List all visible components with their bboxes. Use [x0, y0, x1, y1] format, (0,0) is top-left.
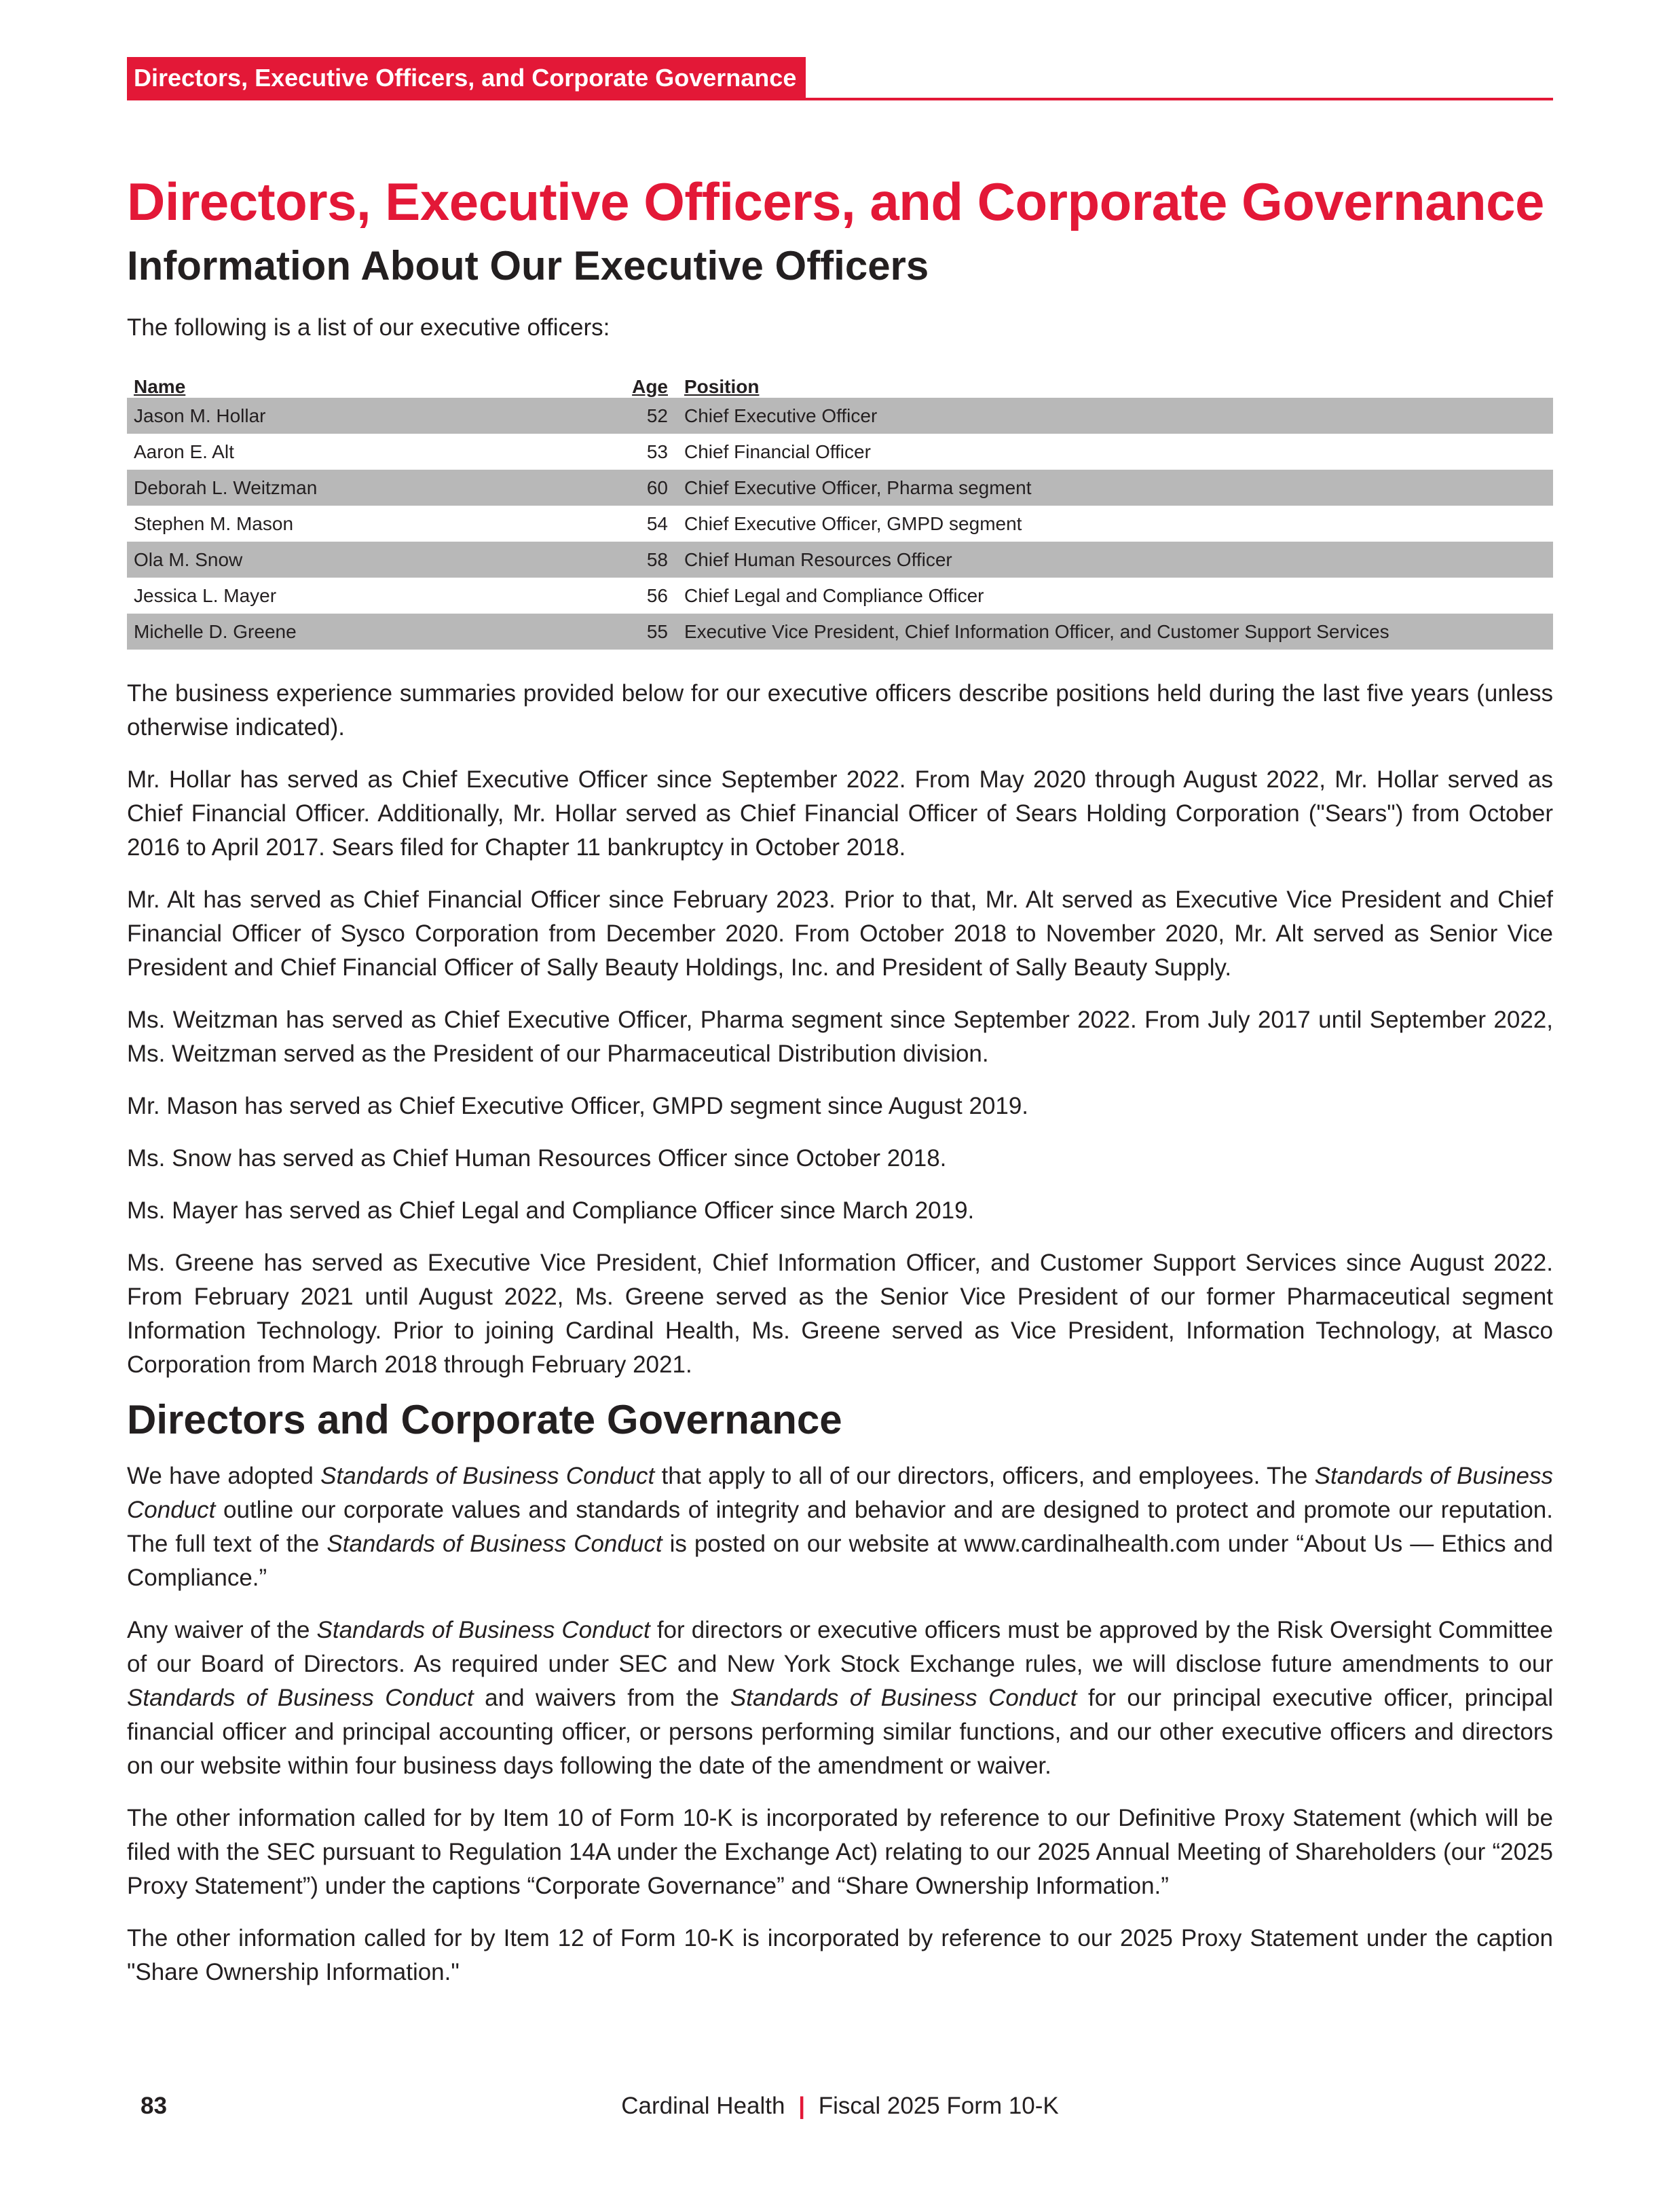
officer-name: Aaron E. Alt: [134, 441, 234, 462]
officer-age: 55: [593, 614, 677, 650]
governance-text: [127, 1459, 1553, 1989]
officer-age: 58: [593, 542, 677, 578]
item10-paragraph: The other information called for by Item 10 of Form 10-K is incorporated by reference to our Definitive Proxy Statement (which will be filed with the SEC pursuant to Regulation 14A under the Exchange Act) relating to our 2025 Annual Meeting of Shareholders (our “2025 Proxy Statement”) under the captions “Corporate Governance” and “Share Ownership Information.”: [127, 1805, 1553, 1899]
officer-position: Executive Vice President, Chief Information Officer, and Customer Support Services: [677, 614, 1553, 650]
text-run: for our principal executive officer, principal financial officer and principal accounting officer, or persons performing similar functions, and our other executive officers and directors on our website within four business days following the date of the amendment or waiver.: [127, 1685, 1554, 1779]
page-number: 83: [141, 2093, 167, 2119]
column-header-age: Age: [632, 376, 668, 397]
officer-name: Ola M. Snow: [127, 542, 593, 578]
governance-heading: Directors and Corporate Governance: [127, 1397, 842, 1442]
officer-age: 53: [646, 441, 668, 462]
officer-name: Stephen M. Mason: [134, 512, 294, 534]
page-title: Directors, Executive Officers, and Corporate Governance: [127, 172, 1544, 231]
bio-paragraph-mason: Mr. Mason has served as Chief Executive Officer, GMPD segment since August 2019.: [127, 1093, 1029, 1119]
table-row: [127, 398, 1553, 434]
table-header-row: [127, 369, 1553, 398]
officers-intro-text: The following is a list of our executive officers:: [127, 314, 610, 341]
executive-officers-heading: Information About Our Executive Officers: [127, 243, 929, 288]
italic-title: Standards of Business Conduct: [127, 1463, 1554, 1523]
table-row: [127, 614, 1553, 650]
bio-paragraph-snow: Ms. Snow has served as Chief Human Resources Officer since October 2018.: [127, 1145, 947, 1172]
text-run: and waivers from the: [473, 1685, 730, 1711]
officer-position: Chief Executive Officer, GMPD segment: [684, 512, 1022, 534]
officer-name: Jessica L. Mayer: [134, 584, 277, 606]
table-row: [127, 506, 1553, 542]
bio-paragraph-weitzman: Ms. Weitzman has served as Chief Executive Officer, Pharma segment since September 2022. From July 2017 until September 2022, Ms. Weitzman served as the President of our Pharmaceutical Distribution division.: [127, 1007, 1553, 1067]
section-tab: Directors, Executive Officers, and Corporate Governance: [127, 57, 806, 98]
table-row: [127, 470, 1553, 506]
footer-separator: |: [798, 2093, 805, 2119]
column-header-position: Position: [684, 376, 760, 397]
text-run: is posted on our website at www.cardinalhealth.com under “About Us — Ethics and Compliance.”: [127, 1531, 1554, 1591]
officer-position: Chief Executive Officer, Pharma segment: [677, 470, 1553, 506]
officer-age: 52: [593, 398, 677, 434]
document-page: [127, 57, 1553, 1989]
italic-title: Standards of Business Conduct: [326, 1531, 662, 1557]
bio-paragraph-mayer: Ms. Mayer has served as Chief Legal and Compliance Officer since March 2019.: [127, 1197, 975, 1224]
item12-paragraph: The other information called for by Item 12 of Form 10-K is incorporated by reference to our 2025 Proxy Statement under the caption "Share Ownership Information.": [127, 1925, 1553, 1985]
text-run: outline our corporate values and standards of integrity and behavior and are designed to protect and promote our reputation. The full text of the: [127, 1497, 1553, 1557]
italic-title: Standards of Business Conduct: [730, 1685, 1077, 1711]
text-run: for directors or executive officers must be approved by the Risk Oversight Committee of our Board of Directors. As required under SEC and New York Stock Exchange rules, we will disclose future amendments to our: [127, 1617, 1553, 1677]
column-header-name: Name: [134, 376, 186, 397]
executive-officers-table: [127, 369, 1553, 650]
standards-paragraph: [127, 1459, 1553, 1595]
table-row: [127, 578, 1553, 614]
officer-age: 60: [593, 470, 677, 506]
bio-intro-paragraph: The business experience summaries provided below for our executive officers describe positions held during the last five years (unless otherwise indicated).: [127, 680, 1553, 741]
officer-position: Chief Human Resources Officer: [677, 542, 1553, 578]
officer-position: Chief Legal and Compliance Officer: [684, 584, 984, 606]
bio-paragraph-hollar: Mr. Hollar has served as Chief Executive Officer since September 2022. From May 2020 through August 2022, Mr. Hollar served as Chief Financial Officer. Additionally, Mr. Hollar served as Chief Financial Officer of Sears Holding Corporation ("Sears") from October 2016 to April 2017. Sears filed for Chapter 11 bankruptcy in October 2018.: [127, 766, 1553, 861]
footer-company: Cardinal Health: [621, 2093, 785, 2119]
italic-title: Standards of Business Conduct: [320, 1463, 655, 1489]
text-run: Any waiver of the: [127, 1617, 317, 1643]
italic-title: Standards of Business Conduct: [316, 1617, 650, 1643]
officer-position: Chief Financial Officer: [684, 441, 871, 462]
text-run: that apply to all of our directors, officers, and employees. The: [654, 1463, 1315, 1489]
table-row: [127, 434, 1553, 470]
page-footer: [127, 2089, 1553, 2123]
table-row: [127, 542, 1553, 578]
footer-document-name: Fiscal 2025 Form 10-K: [818, 2093, 1059, 2119]
officer-age: 56: [646, 584, 668, 606]
bio-paragraph-greene: Ms. Greene has served as Executive Vice President, Chief Information Officer, and Customer Support Services since August 2022. From February 2021 until August 2022, Ms. Greene served as the Senior Vice President of our former Pharmaceutical segment Information Technology. Prior to joining Cardinal Health, Ms. Greene served as Vice President, Information Technology, at Masco Corporation from March 2018 through February 2021.: [127, 1250, 1553, 1378]
waiver-paragraph: [127, 1613, 1553, 1783]
section-banner: [127, 57, 1553, 100]
footer-document-label: [127, 2089, 1553, 2123]
italic-title: Standards of Business Conduct: [127, 1685, 474, 1711]
officer-name: Deborah L. Weitzman: [127, 470, 593, 506]
officer-age: 54: [646, 512, 668, 534]
officer-bios: [127, 677, 1553, 1382]
bio-paragraph-alt: Mr. Alt has served as Chief Financial Officer since February 2023. Prior to that, Mr. Alt served as Executive Vice President and Chief Financial Officer of Sysco Corporation from December 2020. From October 2018 to November 2020, Mr. Alt served as Senior Vice President and Chief Financial Officer of Sally Beauty Holdings, Inc. and President of Sally Beauty Supply.: [127, 886, 1553, 981]
officer-position: Chief Executive Officer: [677, 398, 1553, 434]
officer-name: Michelle D. Greene: [127, 614, 593, 650]
text-run: We have adopted: [127, 1463, 321, 1489]
officer-name: Jason M. Hollar: [127, 398, 593, 434]
